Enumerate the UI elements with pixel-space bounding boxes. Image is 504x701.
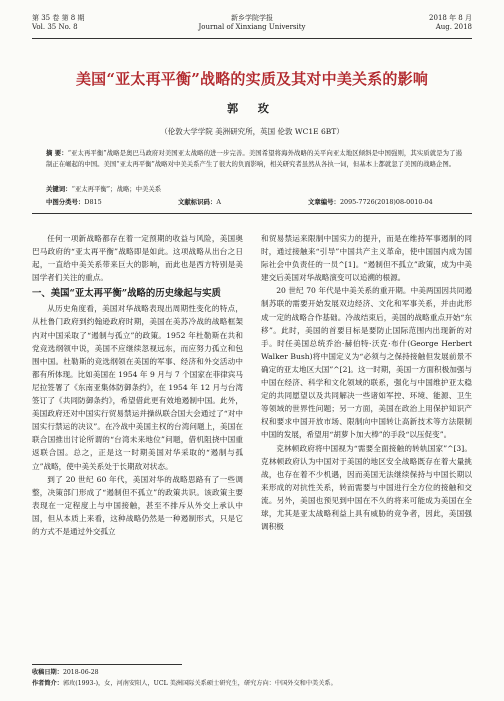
header-rule [32, 38, 472, 39]
clc-label: 中图分类号： [46, 198, 85, 206]
article-no-value: 2095-7726(2018)08-0010-04 [339, 198, 433, 206]
body-paragraph: 从历史角度看，美国对华战略表现出周期性变化的特点，从杜鲁门政府到约翰逊政府时期，美国在美苏冷战的战略框架内对中国采取了“遏制与孤立”的政策。1952 年杜勒斯在共和党竞选纲领中说，美国不应继续忽视远东，而应努力孤立和包围中国。杜勒斯的竞选纲领在美国的军事、经济和外交活动中都有所体现。比如美国在 1954 年 9 月与 7 个国家在菲律宾马尼拉签署了《东南亚集体防御条约》，在 1954 年 12 月与台湾签订了《共同防御条约》，希望借此更有效地遏制中国。此外，美国政府还对中国实行贸易禁运并操纵联合国大会通过了“对中国实行禁运的决议”。在冷战中美国主权的台湾问题上，美国在联合国推出讨论所谓的“台湾未来地位”问题，借机阻挠中国重返联合国。总之，正是这一时期美国对华采取的“遏制与孤立”战略，使中美关系处于长期敌对状态。 [32, 304, 243, 471]
body-paragraph: 20 世纪 70 年代是中美关系的重开期。中美两国因共同遏制苏联的需要开始发展双边经济、文化和军事关系，并由此形成一定的战略合作基础。冷战结束后，美国的战略重点开始“东移”。此时，美国的首要目标是要防止国际范围内出现新的对手。时任美国总统乔治·赫伯特·沃克·布什(George Herbert Walker Bush)将中国定义为“必须与之保持接触但发展前景不确定的亚太地区大国”^[2]。这一时期，美国一方面积极加强与中国在经济、科学和文化领域的联系，强化与中国维护亚太稳定的共同愿望以及共同解决一些诸如军控、环境、能源、卫生等领域的世界性问题；另一方面，美国在政治上用保护知识产权和要求中国开放市场、限制向中国转让高新技术等方法限制中国的发展，希望用“胡萝卜加大棒”的手段“以压促变”。 [261, 286, 472, 440]
keywords-label: 关键词： [46, 185, 72, 193]
article-no-label: 文章编号： [308, 198, 340, 206]
intro-paragraph: 任何一项新战略都存在着一定预期的收益与风险，美国奥巴马政府的“亚太再平衡”战略即是如此。这项战略从出台之日起，一直给中美关系带来巨大的影响，而此也是西方特别是美国学者们关注的重点。 [32, 234, 243, 283]
section-heading: 一、美国“亚太再平衡”战略的历史缘起与实质 [32, 288, 221, 300]
body-column-left [32, 232, 243, 538]
clc-value: D815 [84, 198, 102, 206]
doc-code-label: 文献标识码： [178, 198, 217, 206]
abstract-text: “亚太再平衡”战略是奥巴马政府对美国亚太战略的进一步完善。美国希望将海外战略的关平向亚太地区倾斜是中国强则，其实质就是为了遏制正在崛起的中国。美国“亚太再平衡”战略对中美关系产生了很大的负面影响，相关研究者虽然从各执一词，但基本上都就忽了美国的战略企图。 [46, 149, 462, 169]
doc-code-value: A [216, 198, 221, 206]
received-label: 收稿日期： [32, 669, 63, 676]
author-bio-label: 作者简介： [32, 679, 63, 687]
keywords [46, 184, 462, 193]
running-header [32, 14, 472, 40]
body-paragraph: 克林顿政府将中国视为“需要全面接触的转轨国家”^[3]。克林顿政府认为中国对于美国的地区安全战略既存在着大量挑战，也存在着不少机遇，因而美国无法继续保持与中国长期以来形成的对抗性关系，转而需要与中国进行全方位的接触和交流。另外，美国也预见到中国在不久的将来可能成为美国在全球，尤其是亚太战略利益上具有威胁的竞争者，因此，美国强调积极 [261, 443, 472, 532]
volume-issue-en: Vol. 35 No. 8 [32, 23, 78, 31]
document-code [178, 197, 221, 206]
article-title: 美国“亚太再平衡”战略的实质及其对中美关系的影响 [75, 70, 429, 88]
body-paragraph: 到了 20 世纪 60 年代，美国对华的战略思路有了一些调整，决策部门形成了“遏制但不孤立”的政策共识。该政策主要表现在一定程度上与中国接触，甚至不排斥从外交上承认中国，但从本质上来看，这种战略仍然是一种遏制形式，只是它的方式不是通过外交孤立 [32, 474, 243, 536]
received-date [32, 668, 472, 679]
abstract-rule [32, 213, 472, 214]
author-bio [32, 679, 472, 690]
received-value: 2018-06-28 [62, 669, 99, 676]
journal-name-en: Journal of Xinxiang University [198, 23, 306, 31]
journal-name [32, 14, 472, 32]
abstract [46, 148, 462, 170]
keywords-text: “亚太再平衡”；战略；中美关系 [71, 185, 162, 193]
author-affiliation: （伦敦大学学院 美洲研究所，英国 伦敦 WC1E 6BT） [160, 127, 344, 136]
author-bio-text: 郭玫(1993-)，女，河南安阳人，UCL 美洲国际关系硕士研究生，研究方向：中国外交和中美关系。 [62, 679, 337, 687]
body-paragraph: 和贸易禁运来限制中国实力的提升，而是在维持军事遏制的同时，通过接触来“引导”中国共产主义革命，使中国国内成为国际社会中负责任的一员^[1]。“遏制但不孤立”政策，成为中美建交后美国对华战略演变可以追溯的根源。 [261, 234, 472, 283]
issue-date [429, 14, 472, 32]
article-number [308, 197, 433, 206]
journal-name-cn: 新乡学院学报 [231, 14, 273, 22]
footnote [32, 668, 472, 689]
abstract-label: 摘 要： [46, 149, 68, 157]
volume-issue-cn: 第 35 卷 第 8 期 [32, 14, 85, 22]
body-column-right [261, 232, 472, 533]
issue-date-cn: 2018 年 8 月 [429, 14, 472, 22]
author-name: 郭 玫 [227, 102, 277, 115]
classification-line [46, 197, 462, 207]
clc-number [46, 197, 102, 206]
issue-date-en: Aug. 2018 [435, 23, 472, 31]
footnote-rule [32, 664, 182, 665]
